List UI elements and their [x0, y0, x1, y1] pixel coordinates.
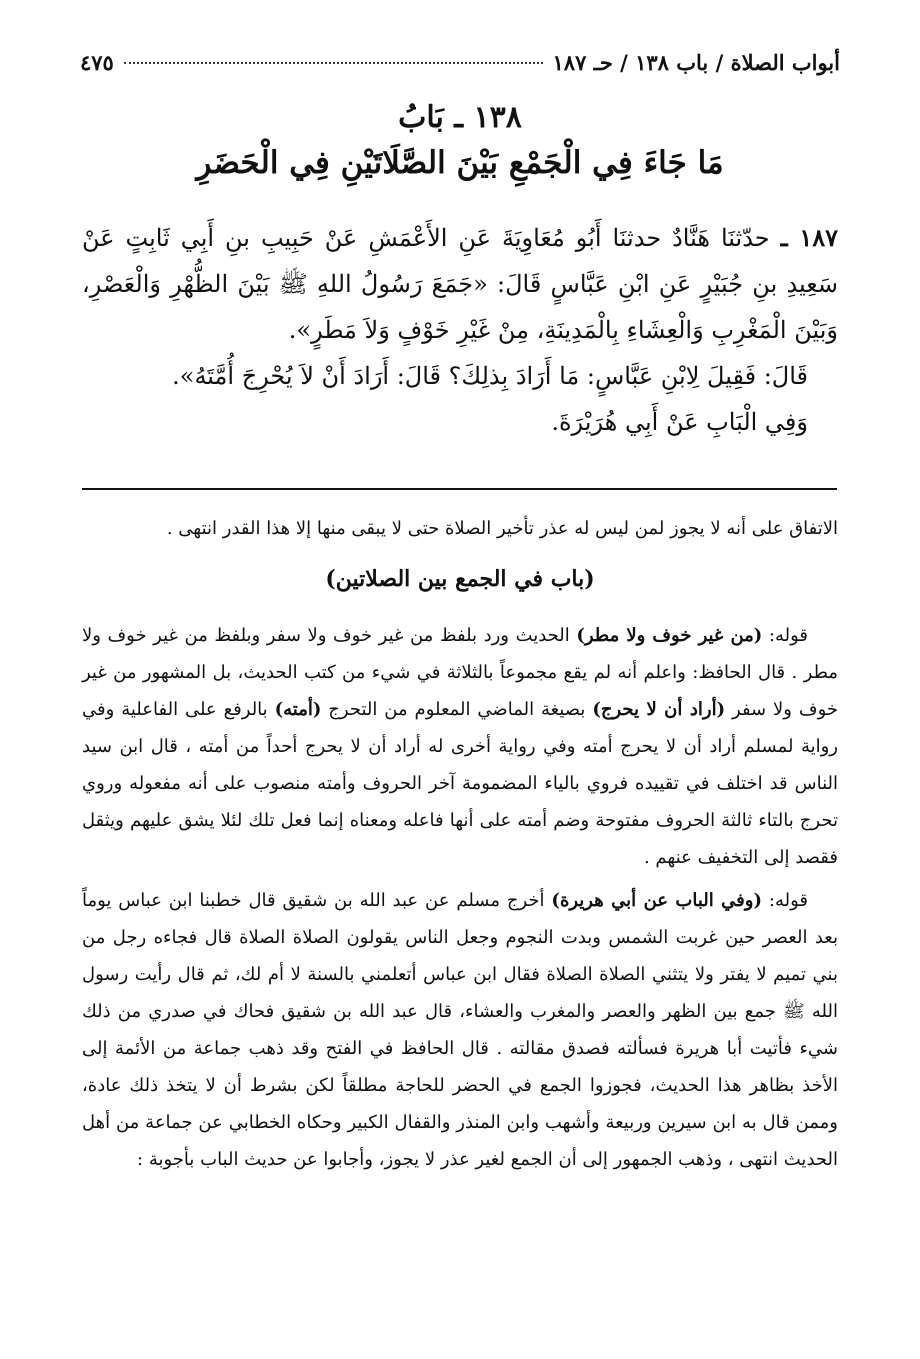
hadith-number: ١٨٧ ـ — [780, 223, 838, 252]
p2-text: أخرج مسلم عن عبد الله بن شقيق قال خطبنا ابن عباس يوماً بعد العصر حين غربت الشمس وبدت النجوم وجعل الناس يقولون الصلاة الصلاة قال فجاءه رجل من بني تميم لا يفتر ولا يتثني الصلاة الصلاة فقال ابن عباس أتعلمني بالسنة لا أم لك، ثم قال رأيت رسول الله ﷺ جمع بين الظهر والعصر والمغرب والعشاء، قال عبد الله بن شقيق فحاك في صدري من ذلك شيء فأتيت أبا هريرة فسألته فصدق مقالته . قال الحافظ في الفتح وقد ذهب جماعة من الأئمة إلى الأخذ بظاهر هذا الحديث، فجوزوا الجمع في الحضر للحاجة مطلقاً لكن بشرط أن لا يتخذ ذلك عادة، وممن قال به ابن سيرين وربيعة وأشهب وابن المنذر والقفال الكبير وحكاه الخطابي عن جماعة من أهل الحديث انتهى ، وذهب الجمهور إلى أن الجمع لغير عذر لا يجوز، وأجابوا عن حديث الباب بأجوبة : — [82, 890, 838, 1170]
page-number: ٤٧٥ — [80, 50, 114, 75]
header-leader-dots — [124, 62, 543, 64]
p2-lead: قوله: — [768, 890, 808, 911]
hadith-text-block — [82, 215, 838, 445]
commentary-paragraph-2 — [82, 882, 838, 1178]
hadith-body: حدّثنَا هَنَّادٌ حدثنَا أَبُو مُعَاوِيَةَ عَنِ الأَعْمَشِ عَنْ حَبِيبِ بنِ أَبِي ثَابِتٍ عَنْ سَعِيدِ بنِ جُبَيْرٍ عَنِ ابْنِ عَبَّاسٍ قَالَ: «جَمَعَ رَسُولُ اللهِ ﷺ بَيْنَ الظُّهْرِ وَالْعَصْرِ، وَبَيْنَ الْمَغْرِبِ وَالْعِشَاءِ بِالْمَدِينَةِ، مِنْ غَيْرِ خَوْفٍ وَلاَ مَطَرٍ». — [82, 224, 838, 344]
p1-text-a: الحديث ورد بلفظ من غير خوف ولا سفر وبلفظ من غير خوف ولا مطر . قال الحافظ: واعلم أنه لم يقع مجموعاً بالثلاثة في شيء من كتب الحديث، بل المشهور من غير خوف ولا سفر — [82, 625, 838, 720]
commentary-block — [82, 510, 838, 1178]
commentary-opening: الاتفاق على أنه لا يجوز لمن ليس له عذر تأخير الصلاة حتى لا يبقى منها إلا هذا القدر انتهى . — [166, 518, 838, 539]
p1-text-c: بالرفع على الفاعلية وفي رواية لمسلم أراد أن لا يحرج أمته وفي رواية أخرى له أراد أن لا يحرج أحداً من أمته ، قال ابن سيد الناس قد اختلف في تقييده فروي بالياء المضمومة آخر الحروف وأمته منصوب على أنه مفعوله وروي تحرج بالتاء ثالثة الحروف مفتوحة وضم أمته على أنها فاعله ومعناه إنما فعل تلك لئلا يشق عليهم ويثقل فقصد إلى التخفيف عنهم . — [82, 699, 838, 868]
p1-quote-3: (أمته) — [274, 699, 322, 720]
header-title: أبواب الصلاة / باب ١٣٨ / حـ ١٨٧ — [552, 50, 840, 75]
p2-quote: (وفي الباب عن أبي هريرة) — [551, 890, 763, 911]
commentary-paragraph-1 — [82, 617, 838, 876]
p1-text-b: بصيغة الماضي المعلوم من التحرج — [328, 699, 586, 720]
p1-lead: قوله: — [768, 625, 808, 646]
hadith-line-3: وَفِي الْبَابِ عَنْ أَبِي هُرَيْرَةَ. — [551, 408, 808, 436]
separator-rule — [82, 488, 837, 490]
chapter-number: ١٣٨ ـ بَابُ — [398, 100, 522, 135]
p1-quote: (من غير خوف ولا مطر) — [576, 625, 763, 646]
p1-quote-2: (أراد أن لا يحرج) — [592, 699, 726, 720]
chapter-title: مَا جَاءَ فِي الْجَمْعِ بَيْنَ الصَّلَاتَيْنِ فِي الْحَضَرِ — [196, 145, 724, 181]
running-header — [80, 50, 840, 86]
hadith-line-2: قَالَ: فَقِيلَ لِابْنِ عَبَّاسٍ: مَا أَرَادَ بِذلِكَ؟ قَالَ: أَرَادَ أَنْ لاَ يُحْرِجَ أُمَّتَهُ». — [172, 362, 808, 390]
hadith-main — [82, 215, 838, 353]
commentary-subheading: (باب في الجمع بين الصلاتين) — [325, 566, 595, 592]
